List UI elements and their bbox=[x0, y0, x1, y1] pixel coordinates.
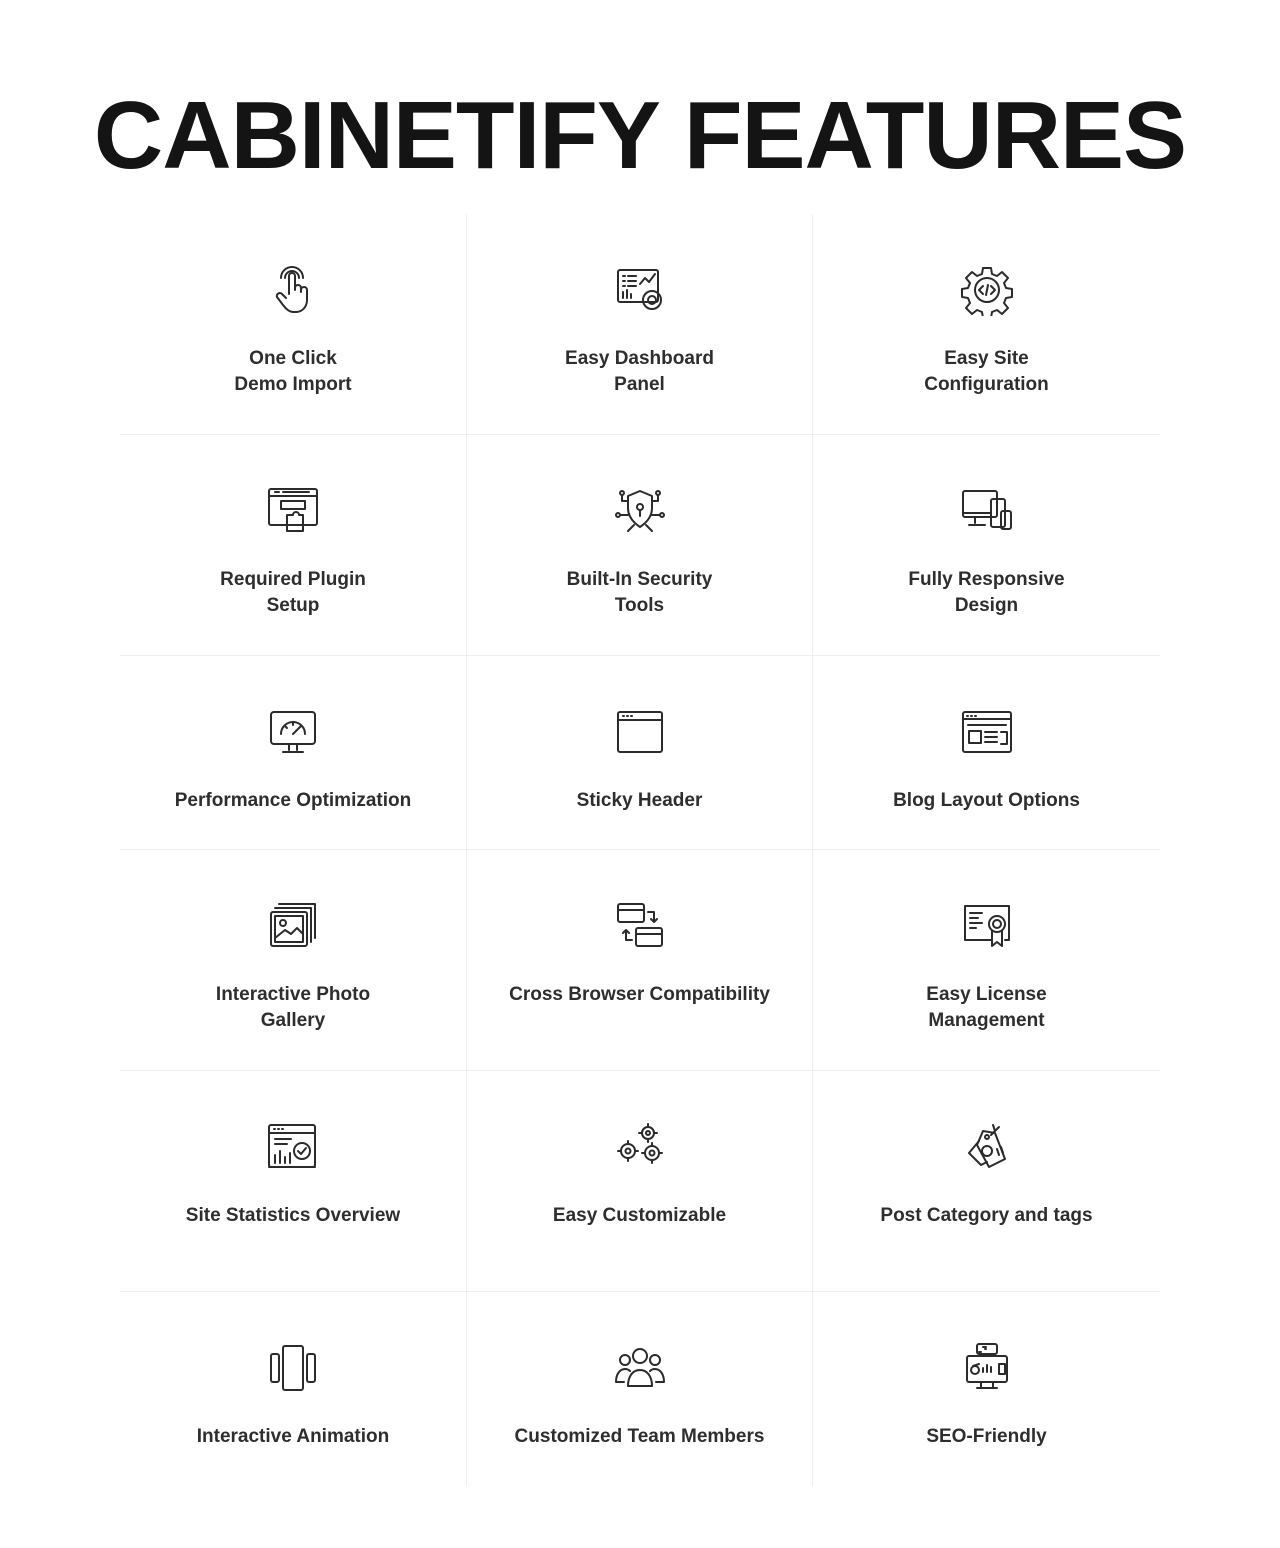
team-icon bbox=[614, 1342, 666, 1394]
animation-slides-icon bbox=[267, 1342, 319, 1394]
feature-label: Cross Browser Compatibility bbox=[509, 984, 770, 1005]
feature-label: Interactive Photo Gallery bbox=[215, 984, 371, 1031]
feature-card bbox=[120, 656, 467, 850]
feature-card bbox=[467, 435, 813, 656]
blog-layout-icon bbox=[961, 706, 1013, 758]
feature-label: Built-In Security Tools bbox=[566, 569, 713, 616]
feature-card bbox=[467, 656, 813, 850]
speedometer-monitor-icon bbox=[267, 706, 319, 758]
feature-card bbox=[813, 1071, 1160, 1292]
feature-label: Easy Customizable bbox=[552, 1205, 727, 1226]
responsive-devices-icon bbox=[961, 485, 1013, 537]
feature-card bbox=[813, 214, 1160, 435]
feature-card bbox=[813, 656, 1160, 850]
feature-label: Blog Layout Options bbox=[893, 790, 1080, 811]
feature-label: Performance Optimization bbox=[174, 790, 412, 811]
seo-monitor-icon bbox=[961, 1342, 1013, 1394]
feature-label: SEO-Friendly bbox=[926, 1426, 1047, 1447]
gears-icon bbox=[614, 1121, 666, 1173]
feature-label: Easy Site Configuration bbox=[924, 348, 1049, 395]
feature-label: One Click Demo Import bbox=[234, 348, 352, 395]
pointer-hand-icon bbox=[267, 264, 319, 316]
feature-card bbox=[467, 1071, 813, 1292]
feature-card bbox=[467, 214, 813, 435]
cross-browser-icon bbox=[614, 900, 666, 952]
feature-card bbox=[120, 214, 467, 435]
feature-label: Easy License Management bbox=[926, 984, 1047, 1031]
feature-label: Required Plugin Setup bbox=[220, 569, 366, 616]
feature-card bbox=[120, 435, 467, 656]
feature-card bbox=[813, 1292, 1160, 1486]
plugin-puzzle-icon bbox=[267, 485, 319, 537]
feature-card bbox=[120, 850, 467, 1071]
browser-window-icon bbox=[614, 706, 666, 758]
feature-card bbox=[813, 435, 1160, 656]
tags-icon bbox=[961, 1121, 1013, 1173]
security-shield-icon bbox=[614, 485, 666, 537]
dashboard-icon bbox=[614, 264, 666, 316]
statistics-icon bbox=[267, 1121, 319, 1173]
license-certificate-icon bbox=[961, 900, 1013, 952]
feature-label: Interactive Animation bbox=[196, 1426, 390, 1447]
page-title: CABINETIFY FEATURES bbox=[93, 82, 1187, 189]
features-grid bbox=[120, 214, 1160, 1486]
feature-card bbox=[120, 1292, 467, 1486]
feature-label: Fully Responsive Design bbox=[908, 569, 1065, 616]
feature-label: Sticky Header bbox=[576, 790, 703, 811]
feature-card bbox=[813, 850, 1160, 1071]
feature-label: Site Statistics Overview bbox=[185, 1205, 401, 1226]
feature-card bbox=[120, 1071, 467, 1292]
feature-label: Customized Team Members bbox=[514, 1426, 765, 1447]
feature-card bbox=[467, 1292, 813, 1486]
feature-label: Post Category and tags bbox=[880, 1205, 1093, 1226]
feature-card bbox=[467, 850, 813, 1071]
photo-gallery-icon bbox=[267, 900, 319, 952]
feature-label: Easy Dashboard Panel bbox=[565, 348, 714, 395]
gear-code-icon bbox=[961, 264, 1013, 316]
